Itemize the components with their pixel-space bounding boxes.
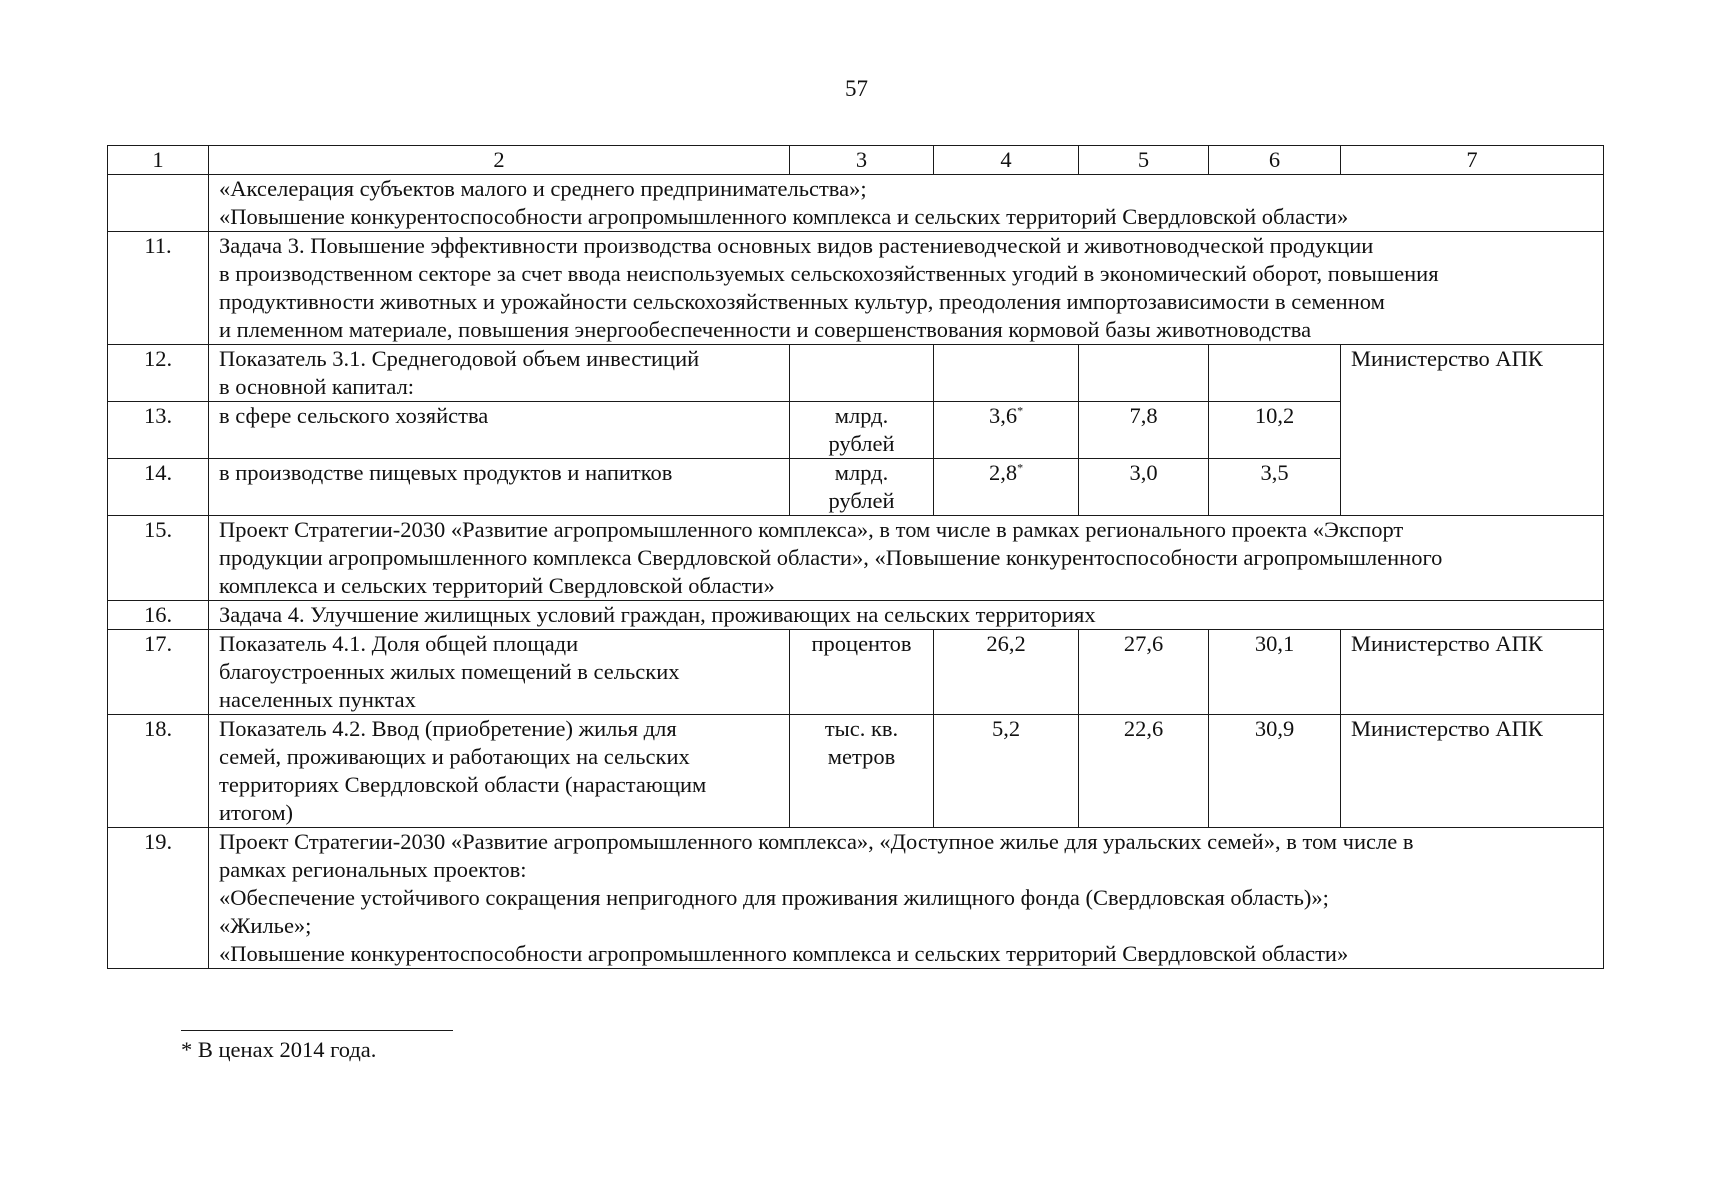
- value-cell: 30,1: [1209, 630, 1341, 715]
- text-line: продукции агропромышленного комплекса Свердловской области», «Повышение конкурентоспособности агропромышленного: [219, 545, 1443, 570]
- text-line: и племенном материале, повышения энергообеспеченности и совершенствования кормовой базы животноводства: [219, 317, 1312, 342]
- text-line: благоустроенных жилых помещений в сельских: [219, 659, 680, 684]
- value-cell: 7,8: [1079, 402, 1209, 459]
- value-cell: 26,2: [934, 630, 1079, 715]
- text-line: «Жилье»;: [219, 913, 312, 938]
- unit-cell: [790, 345, 934, 402]
- text-line: населенных пунктах: [219, 687, 416, 712]
- footnote-separator: [181, 1030, 453, 1031]
- unit-line: тыс. кв.: [824, 716, 899, 741]
- row-number-cell: 13.: [108, 402, 209, 459]
- header-cell: 5: [1079, 146, 1209, 175]
- indicator-name-cell: [209, 630, 790, 715]
- text-line: Проект Стратегии-2030 «Развитие агропромышленного комплекса», в том числе в рамках регионального проекта «Экспорт: [219, 517, 1404, 542]
- text-line: в основной капитал:: [219, 374, 415, 399]
- value-cell: 10,2: [1209, 402, 1341, 459]
- table-row: [108, 175, 1604, 232]
- text-line: «Обеспечение устойчивого сокращения непригодного для проживания жилищного фонда (Свердловская область)»;: [219, 885, 1329, 910]
- unit-line: рублей: [828, 431, 895, 456]
- value-cell: [934, 345, 1079, 402]
- text-line: Показатель 4.2. Ввод (приобретение) жилья для: [219, 716, 677, 741]
- unit-line: рублей: [828, 488, 895, 513]
- text-line: территориях Свердловской области (нарастающим: [219, 772, 707, 797]
- page-number: 57: [845, 76, 868, 101]
- indicator-name-cell: в производстве пищевых продуктов и напитков: [209, 459, 790, 516]
- header-cell: 7: [1341, 146, 1604, 175]
- row-number-cell: 12.: [108, 345, 209, 402]
- indicators-table: [107, 145, 1604, 969]
- value-cell: 30,9: [1209, 715, 1341, 828]
- text-line: семей, проживающих и работающих на сельских: [219, 744, 690, 769]
- table-header-row: [108, 146, 1604, 175]
- value-cell: [934, 459, 1079, 516]
- indicator-name-cell: в сфере сельского хозяйства: [209, 402, 790, 459]
- row-number-cell: 18.: [108, 715, 209, 828]
- value-cell: 27,6: [1079, 630, 1209, 715]
- value-cell: [934, 402, 1079, 459]
- row-text-cell: [209, 828, 1604, 969]
- text-line: «Повышение конкурентоспособности агропромышленного комплекса и сельских территорий Свердловской области»: [219, 204, 1349, 229]
- row-number-cell: 11.: [108, 232, 209, 345]
- text-line: рамках региональных проектов:: [219, 857, 527, 882]
- header-cell: 2: [209, 146, 790, 175]
- header-cell: 4: [934, 146, 1079, 175]
- row-text-cell: [209, 175, 1604, 232]
- indicator-name-cell: [209, 345, 790, 402]
- value-cell: [1079, 345, 1209, 402]
- footnote-mark: *: [1017, 403, 1024, 418]
- unit-line: метров: [827, 744, 896, 769]
- header-cell: 6: [1209, 146, 1341, 175]
- value-cell: 3,5: [1209, 459, 1341, 516]
- row-number-cell: [108, 175, 209, 232]
- row-number-cell: 14.: [108, 459, 209, 516]
- footnote: * В ценах 2014 года.: [181, 1037, 377, 1062]
- footnote-mark: *: [1017, 460, 1024, 475]
- value-cell: 22,6: [1079, 715, 1209, 828]
- responsible-cell: Министерство АПК: [1341, 345, 1604, 516]
- value: 2,8: [988, 460, 1018, 485]
- value: 3,6: [988, 403, 1018, 428]
- header-cell: 1: [108, 146, 209, 175]
- table-row: [108, 232, 1604, 345]
- responsible-cell: Министерство АПК: [1341, 630, 1604, 715]
- table-row: [108, 516, 1604, 601]
- value-cell: 5,2: [934, 715, 1079, 828]
- unit-line: млрд.: [834, 460, 889, 485]
- row-number-cell: 17.: [108, 630, 209, 715]
- unit-cell: [790, 402, 934, 459]
- header-cell: 3: [790, 146, 934, 175]
- table-row: [108, 345, 1604, 402]
- text-line: «Повышение конкурентоспособности агропромышленного комплекса и сельских территорий Свердловской области»: [219, 941, 1349, 966]
- row-text-cell: Задача 4. Улучшение жилищных условий граждан, проживающих на сельских территориях: [209, 601, 1604, 630]
- row-text-cell: [209, 232, 1604, 345]
- row-number-cell: 19.: [108, 828, 209, 969]
- table-row: [108, 630, 1604, 715]
- text-line: Проект Стратегии-2030 «Развитие агропромышленного комплекса», «Доступное жилье для уральских семей», в том числе в: [219, 829, 1414, 854]
- unit-cell: [790, 459, 934, 516]
- unit-line: млрд.: [834, 403, 889, 428]
- row-number-cell: 16.: [108, 601, 209, 630]
- text-line: итогом): [219, 800, 294, 825]
- text-line: в производственном секторе за счет ввода неиспользуемых сельскохозяйственных угодий в экономический оборот, повышения: [219, 261, 1439, 286]
- text-line: Задача 3. Повышение эффективности производства основных видов растениеводческой и животноводческой продукции: [219, 233, 1374, 258]
- text-line: комплекса и сельских территорий Свердловской области»: [219, 573, 775, 598]
- text-line: Показатель 4.1. Доля общей площади: [219, 631, 579, 656]
- value-cell: 3,0: [1079, 459, 1209, 516]
- row-text-cell: [209, 516, 1604, 601]
- row-number-cell: 15.: [108, 516, 209, 601]
- table-row: [108, 601, 1604, 630]
- table-row: [108, 715, 1604, 828]
- indicator-name-cell: [209, 715, 790, 828]
- unit-cell: процентов: [790, 630, 934, 715]
- responsible-cell: Министерство АПК: [1341, 715, 1604, 828]
- text-line: Показатель 3.1. Среднегодовой объем инвестиций: [219, 346, 700, 371]
- unit-cell: [790, 715, 934, 828]
- text-line: «Акселерация субъектов малого и среднего предпринимательства»;: [219, 176, 867, 201]
- table-row: [108, 828, 1604, 969]
- text-line: продуктивности животных и урожайности сельскохозяйственных культур, преодоления импортозависимости в семенном: [219, 289, 1385, 314]
- value-cell: [1209, 345, 1341, 402]
